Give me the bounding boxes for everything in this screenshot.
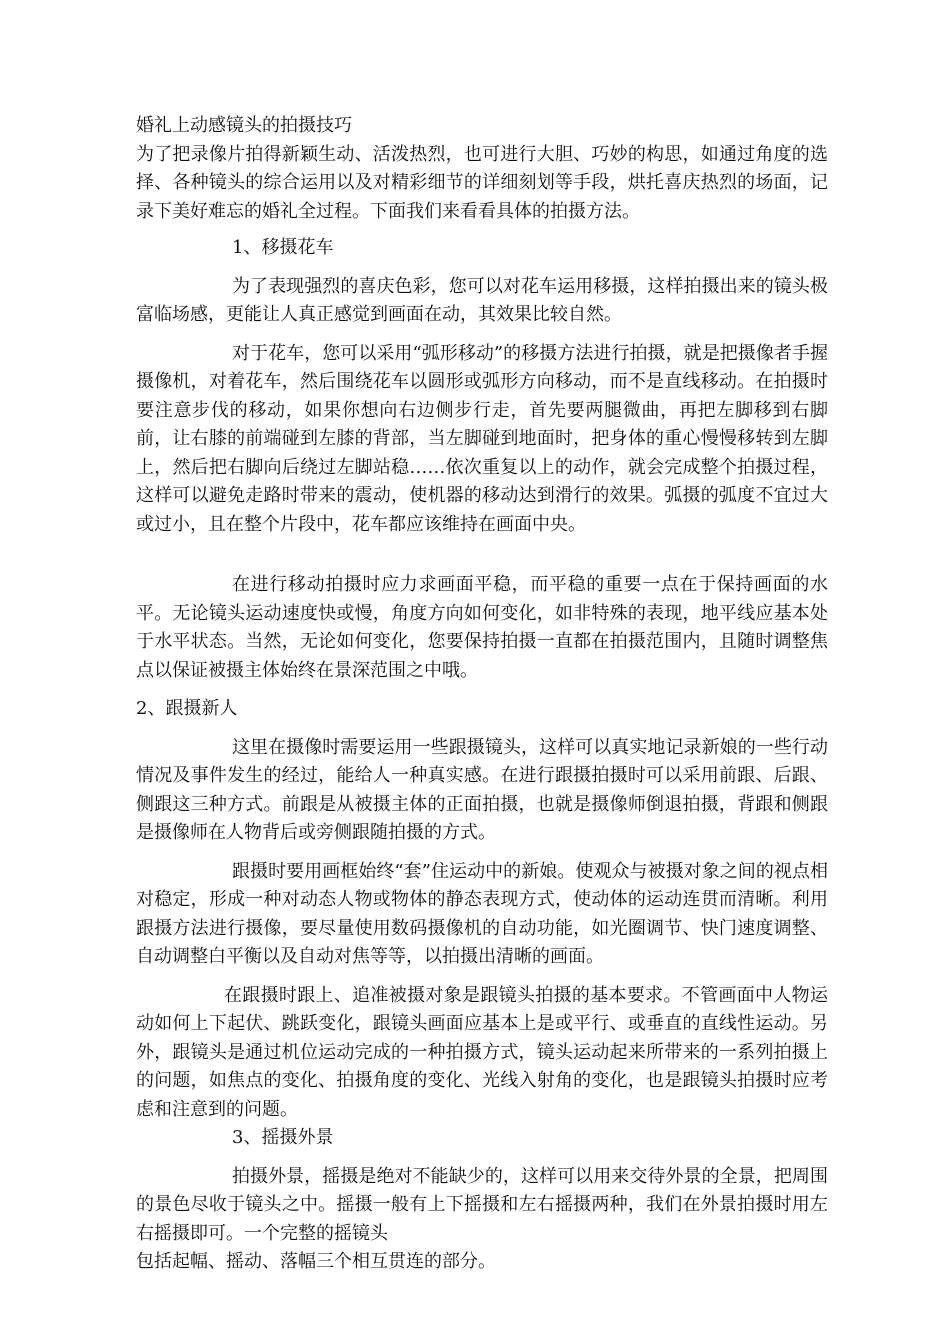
section-1-paragraph-1: 为了表现强烈的喜庆色彩，您可以对花车运用移摄，这样拍摄出来的镜头极富临场感，更能让人真正感觉到画面在动，其效果比较自然。 <box>136 275 828 325</box>
document-title: 婚礼上动感镜头的拍摄技巧 <box>136 115 352 136</box>
section-1-heading: 1、移摄花车 <box>232 237 334 258</box>
section-2-paragraph-3: 在跟摄时跟上、追准被摄对象是跟镜头拍摄的基本要求。不管画面中人物运动如何上下起伏、跳跃变化，跟镜头画面应基本上是或平行、或垂直的直线性运动。另外，跟镜头是通过机位运动完成的一种拍摄方式，镜头运动起来所带来的一系列拍摄上的问题，如焦点的变化、拍摄角度的变化、光线入射角的变化，也是跟镜头拍摄时应考虑和注意到的问题。 <box>136 984 828 1120</box>
section-2-paragraph-2: 跟摄时要用画框始终“套”住运动中的新娘。使观众与被摄对象之间的视点相对稳定，形成一种对动态人物或物体的静态表现方式，使动体的运动连贯而清晰。利用跟摄方法进行摄像，要尽量使用数码摄像机的自动功能，如光圈调节、快门速度调整、自动调整白平衡以及自动对焦等等，以拍摄出清晰的画面。 <box>136 860 828 967</box>
section-1-paragraph-2: 对于花车，您可以采用“弧形移动”的移摄方法进行拍摄，就是把摄像者手握摄像机，对着花车，然后围绕花车以圆形或弧形方向移动，而不是直线移动。在拍摄时要注意步伐的移动，如果你想向右边侧步行走，首先要两腿微曲，再把左脚移到右脚前，让右膝的前端碰到左膝的背部，当左脚碰到地面时，把身体的重心慢慢移转到左脚上，然后把右脚向后绕过左脚站稳……依次重复以上的动作，就会完成整个拍摄过程，这样可以避免走路时带来的震动，使机器的移动达到滑行的效果。弧摄的弧度不宜过大或过小，且在整个片段中，花车都应该维持在画面中央。 <box>136 342 828 535</box>
section-3-heading: 3、摇摄外景 <box>232 1127 334 1148</box>
section-1-paragraph-3: 在进行移动拍摄时应力求画面平稳，而平稳的重要一点在于保持画面的水平。无论镜头运动速度快或慢，角度方向如何变化，如非特殊的表现，地平线应基本处于水平状态。当然，无论如何变化，您要保持拍摄一直都在拍摄范围内，且随时调整焦点以保证被摄主体始终在景深范围之中哦。 <box>136 574 828 681</box>
section-3-paragraph-2: 包括起幅、摇动、落幅三个相互贯连的部分。 <box>136 1251 496 1272</box>
intro-paragraph: 为了把录像片拍得新颖生动、活泼热烈，也可进行大胆、巧妙的构思，如通过角度的选择、各种镜头的综合运用以及对精彩细节的详细刻划等手段，烘托喜庆热烈的场面，记录下美好难忘的婚礼全过程。下面我们来看看具体的拍摄方法。 <box>136 143 828 222</box>
section-2-paragraph-1: 这里在摄像时需要运用一些跟摄镜头，这样可以真实地记录新娘的一些行动情况及事件发生的经过，能给人一种真实感。在进行跟摄拍摄时可以采用前跟、后跟、侧跟这三种方式。前跟是从被摄主体的正面拍摄，也就是摄像师倒退拍摄，背跟和侧跟是摄像师在人物背后或旁侧跟随拍摄的方式。 <box>136 736 828 843</box>
document-body <box>136 112 828 1277</box>
section-3-paragraph-1: 拍摄外景，摇摄是绝对不能缺少的，这样可以用来交待外景的全景，把周围的景色尽收于镜头之中。摇摄一般有上下摇摄和左右摇摄两种，我们在外景拍摄时用左右摇摄即可。一个完整的摇镜头 <box>136 1165 828 1244</box>
section-2-heading: 2、跟摄新人 <box>136 698 238 719</box>
